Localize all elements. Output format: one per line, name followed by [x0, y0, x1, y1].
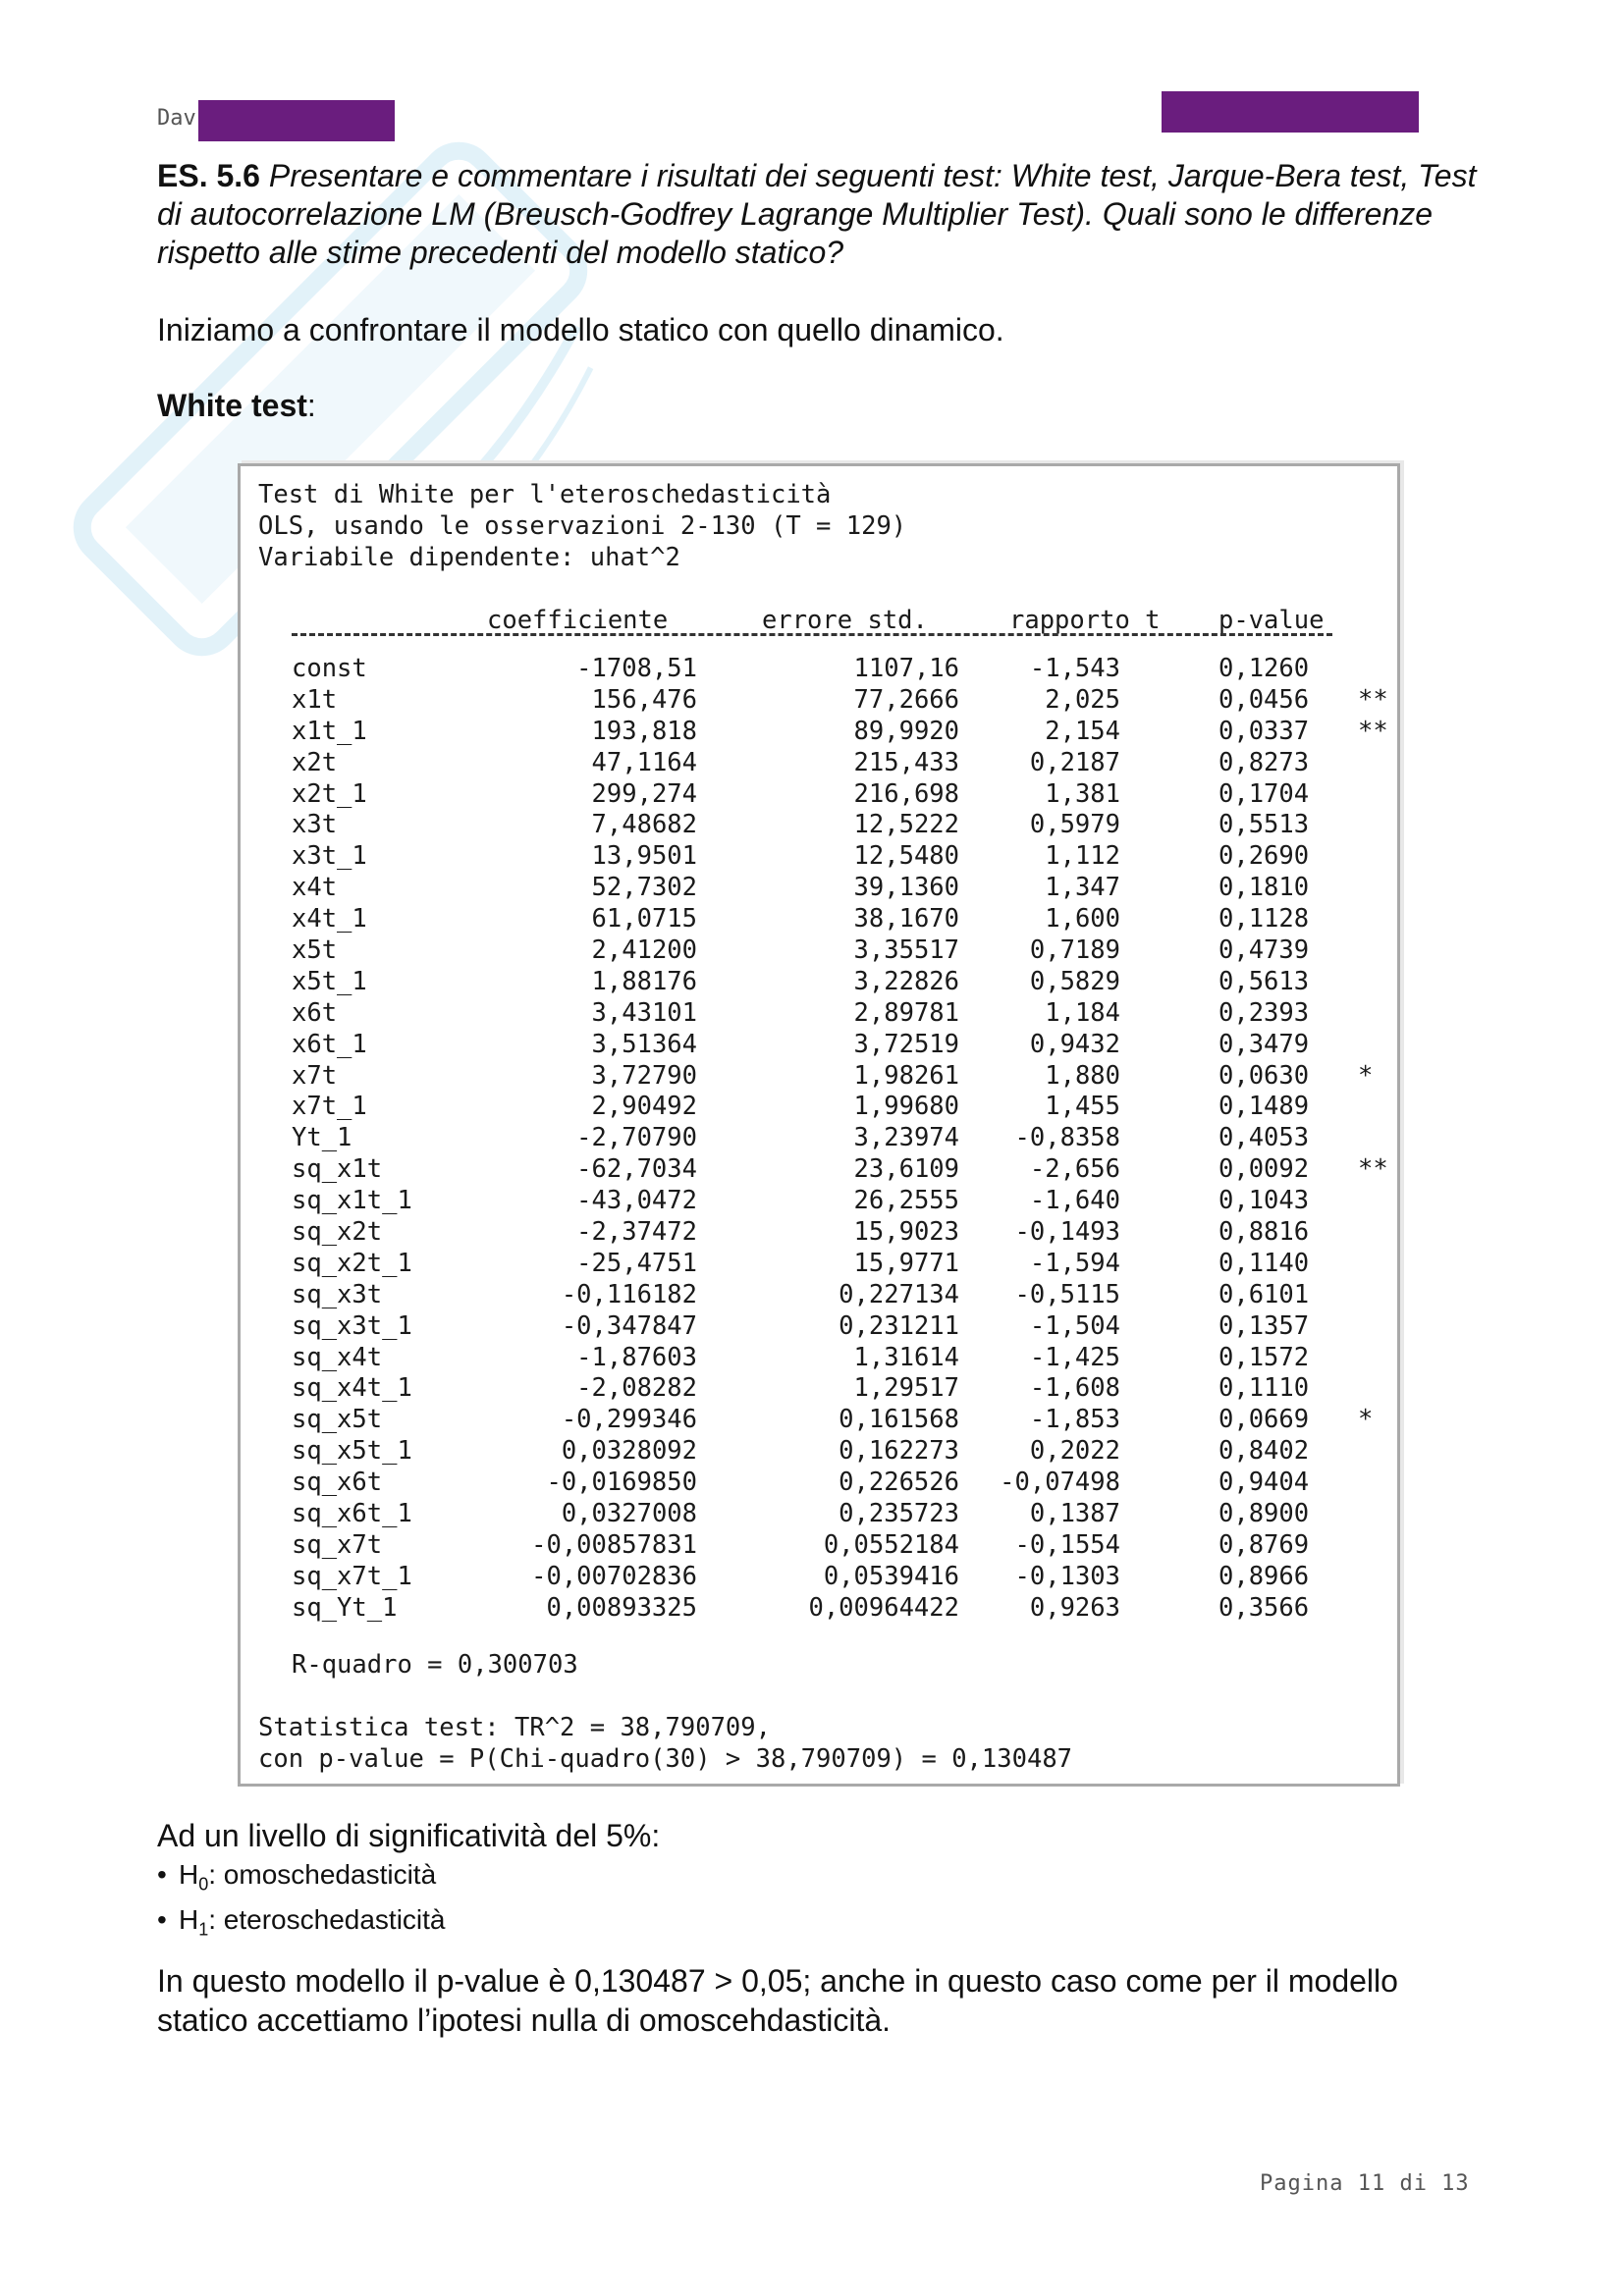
- t-ratio-value: -1,853: [1029, 1405, 1120, 1435]
- t-ratio-value: -0,1493: [1014, 1217, 1120, 1248]
- std-error-value: 15,9023: [853, 1217, 959, 1248]
- variable-name: sq_x5t: [292, 1405, 383, 1435]
- t-ratio-value: -1,608: [1029, 1373, 1120, 1404]
- p-value-cell: 0,8769: [1218, 1529, 1310, 1560]
- table-row: [241, 1061, 1397, 1093]
- t-ratio-value: 1,381: [1045, 778, 1120, 809]
- significance-stars: *: [1358, 1405, 1374, 1435]
- table-row: [241, 1154, 1397, 1186]
- coefficient-value: 3,51364: [591, 1029, 697, 1059]
- p-value-cell: 0,2393: [1218, 997, 1310, 1028]
- intro-paragraph: Iniziamo a confrontare il modello statico con quello dinamico.: [157, 312, 1004, 347]
- std-error-value: 0,0539416: [823, 1561, 959, 1591]
- variable-name: x1t: [292, 684, 338, 715]
- p-value-cell: 0,3566: [1218, 1592, 1310, 1623]
- t-ratio-value: -1,594: [1029, 1248, 1120, 1278]
- p-value-cell: 0,1357: [1218, 1310, 1310, 1341]
- table-row: [241, 1186, 1397, 1217]
- p-value-cell: 0,1110: [1218, 1373, 1310, 1404]
- variable-name: sq_Yt_1: [292, 1592, 398, 1623]
- variable-name: x6t: [292, 997, 338, 1028]
- test-statistic: Statistica test: TR^2 = 38,790709,: [258, 1713, 771, 1742]
- table-row: [241, 873, 1397, 904]
- std-error-value: 26,2555: [853, 1186, 959, 1216]
- table-row: [241, 1405, 1397, 1436]
- t-ratio-value: -1,425: [1029, 1342, 1120, 1372]
- p-value-cell: 0,8900: [1218, 1499, 1310, 1529]
- coefficient-value: -2,37472: [576, 1217, 697, 1248]
- p-value-cell: 0,8966: [1218, 1561, 1310, 1591]
- std-error-value: 3,22826: [853, 966, 959, 996]
- hypothesis-h0: • $H_0$: omoschedasticità: [157, 1857, 446, 1902]
- redaction-bar: [1162, 91, 1419, 133]
- t-ratio-value: 0,9263: [1029, 1592, 1120, 1623]
- table-row: [241, 1311, 1397, 1343]
- variable-name: x7t: [292, 1060, 338, 1091]
- p-value-cell: 0,0456: [1218, 684, 1310, 715]
- significance-stars: *: [1358, 1060, 1374, 1091]
- table-row: [241, 1092, 1397, 1123]
- coefficient-value: -1,87603: [576, 1342, 697, 1372]
- p-value-cell: 0,0092: [1218, 1154, 1310, 1185]
- p-value-cell: 0,1489: [1218, 1092, 1310, 1122]
- t-ratio-value: -1,543: [1029, 654, 1120, 683]
- table-row: [241, 1217, 1397, 1249]
- p-value-cell: 0,1140: [1218, 1248, 1310, 1278]
- coefficient-value: 299,274: [591, 778, 697, 809]
- t-ratio-value: -1,640: [1029, 1186, 1120, 1216]
- table-row: [241, 998, 1397, 1030]
- column-header: p-value: [1218, 606, 1325, 635]
- t-ratio-value: -0,1303: [1014, 1561, 1120, 1591]
- t-ratio-value: 0,1387: [1029, 1499, 1120, 1529]
- coefficient-value: 2,90492: [591, 1092, 697, 1122]
- coefficient-value: -43,0472: [576, 1186, 697, 1216]
- table-row: [241, 1593, 1397, 1625]
- coefficient-value: -0,0169850: [546, 1468, 697, 1498]
- p-value-cell: 0,2690: [1218, 841, 1310, 872]
- variable-name: x1t_1: [292, 716, 367, 746]
- std-error-value: 38,1670: [853, 904, 959, 934]
- table-row: [241, 1249, 1397, 1280]
- table-row: [241, 779, 1397, 811]
- variable-name: sq_x1t: [292, 1154, 383, 1185]
- coefficient-value: -0,116182: [561, 1279, 697, 1309]
- std-error-value: 15,9771: [853, 1248, 959, 1278]
- table-row: [241, 1280, 1397, 1311]
- table-row: [241, 841, 1397, 873]
- table-row: [241, 1436, 1397, 1468]
- p-value-cell: 0,6101: [1218, 1279, 1310, 1309]
- p-value-cell: 0,1572: [1218, 1342, 1310, 1372]
- std-error-value: 0,161568: [839, 1405, 959, 1435]
- column-header: coefficiente: [487, 606, 669, 635]
- t-ratio-value: 1,112: [1045, 841, 1120, 872]
- table-row: [241, 967, 1397, 998]
- variable-name: x5t: [292, 935, 338, 966]
- std-error-value: 89,9920: [853, 716, 959, 746]
- page-number: Pagina 11 di 13: [1260, 2171, 1470, 2196]
- t-ratio-value: 0,5829: [1029, 966, 1120, 996]
- hypothesis-h1: • $H_1$: eteroschedasticità: [157, 1902, 446, 1948]
- coefficient-value: -2,70790: [576, 1123, 697, 1153]
- std-error-value: 1,98261: [853, 1060, 959, 1091]
- p-value-cell: 0,4053: [1218, 1123, 1310, 1153]
- std-error-value: 0,226526: [839, 1468, 959, 1498]
- p-value-cell: 0,8402: [1218, 1436, 1310, 1467]
- variable-name: sq_x6t_1: [292, 1499, 412, 1529]
- std-error-value: 1,29517: [853, 1373, 959, 1404]
- hypotheses-list: [157, 1857, 446, 1947]
- gretl-output-screenshot: [238, 463, 1400, 1787]
- table-row: [241, 1530, 1397, 1562]
- std-error-value: 39,1360: [853, 873, 959, 903]
- variable-name: sq_x5t_1: [292, 1436, 412, 1467]
- t-ratio-value: 2,154: [1045, 716, 1120, 746]
- column-header: errore std.: [762, 606, 928, 635]
- variable-name: x6t_1: [292, 1029, 367, 1059]
- t-ratio-value: -0,1554: [1014, 1529, 1120, 1560]
- std-error-value: 0,0552184: [823, 1529, 959, 1560]
- section-title: White test: [157, 388, 307, 423]
- coefficient-value: 52,7302: [591, 873, 697, 903]
- table-row: [241, 1343, 1397, 1374]
- p-value-cell: 0,0630: [1218, 1060, 1310, 1091]
- table-row: [241, 810, 1397, 841]
- table-row: [241, 1499, 1397, 1530]
- table-row: [241, 717, 1397, 748]
- p-value-cell: 0,0669: [1218, 1405, 1310, 1435]
- significance-stars: **: [1358, 716, 1388, 746]
- variable-name: sq_x3t: [292, 1279, 383, 1309]
- t-ratio-value: 1,184: [1045, 997, 1120, 1028]
- t-ratio-value: 1,455: [1045, 1092, 1120, 1122]
- variable-name: sq_x1t_1: [292, 1186, 412, 1216]
- coefficient-value: 193,818: [591, 716, 697, 746]
- significance-level: Ad un livello di significatività del 5%:: [157, 1818, 661, 1853]
- std-error-value: 215,433: [853, 747, 959, 777]
- test-title: Test di White per l'eteroschedasticità: [258, 480, 832, 509]
- t-ratio-value: -0,8358: [1014, 1123, 1120, 1153]
- t-ratio-value: 1,880: [1045, 1060, 1120, 1091]
- t-ratio-value: 1,347: [1045, 873, 1120, 903]
- p-value-cell: 0,1260: [1218, 654, 1310, 683]
- coefficient-value: 2,41200: [591, 935, 697, 966]
- table-row: [241, 904, 1397, 935]
- coefficient-value: 3,43101: [591, 997, 697, 1028]
- coefficient-value: 47,1164: [591, 747, 697, 777]
- coefficient-value: 156,476: [591, 684, 697, 715]
- variable-name: x3t: [292, 810, 338, 840]
- p-value-cell: 0,0337: [1218, 716, 1310, 746]
- coefficient-value: -0,00702836: [531, 1561, 697, 1591]
- p-value-cell: 0,1128: [1218, 904, 1310, 934]
- p-value-cell: 0,8816: [1218, 1217, 1310, 1248]
- table-row: [241, 1373, 1397, 1405]
- table-row: [241, 1562, 1397, 1593]
- coefficient-value: 0,0328092: [561, 1436, 697, 1467]
- p-value-cell: 0,9404: [1218, 1468, 1310, 1498]
- exercise-number: ES. 5.6: [157, 158, 260, 193]
- variable-name: x4t: [292, 873, 338, 903]
- p-value-cell: 0,3479: [1218, 1029, 1310, 1059]
- std-error-value: 0,227134: [839, 1279, 959, 1309]
- std-error-value: 1,31614: [853, 1342, 959, 1372]
- variable-name: x4t_1: [292, 904, 367, 934]
- variable-name: sq_x4t: [292, 1342, 383, 1372]
- coefficient-value: 7,48682: [591, 810, 697, 840]
- t-ratio-value: -0,5115: [1014, 1279, 1120, 1309]
- std-error-value: 3,72519: [853, 1029, 959, 1059]
- variable-name: sq_x2t: [292, 1217, 383, 1248]
- t-ratio-value: 0,2187: [1029, 747, 1120, 777]
- variable-name: sq_x3t_1: [292, 1310, 412, 1341]
- exercise-question-text: Presentare e commentare i risultati dei seguenti test: White test, Jarque-Bera test, Test di autocorrelazione LM (Breusch-Godfrey Lagrange Multiplier Test). Quali sono le differenze rispetto alle stime precedenti del modello statico?: [157, 158, 1477, 270]
- table-row: [241, 1030, 1397, 1061]
- p-value-cell: 0,5613: [1218, 966, 1310, 996]
- coefficient-value: -25,4751: [576, 1248, 697, 1278]
- significance-stars: **: [1358, 684, 1388, 715]
- std-error-value: 2,89781: [853, 997, 959, 1028]
- t-ratio-value: 0,5979: [1029, 810, 1120, 840]
- std-error-value: 216,698: [853, 778, 959, 809]
- p-value-cell: 0,4739: [1218, 935, 1310, 966]
- variable-name: sq_x7t: [292, 1529, 383, 1560]
- coefficient-value: 0,00893325: [546, 1592, 697, 1623]
- table-divider: [292, 633, 1332, 636]
- variable-name: sq_x4t_1: [292, 1373, 412, 1404]
- p-value-cell: 0,1810: [1218, 873, 1310, 903]
- variable-name: const: [292, 654, 367, 683]
- exercise-question: [157, 157, 1492, 272]
- coefficient-value: -0,347847: [561, 1310, 697, 1341]
- table-row: [241, 685, 1397, 717]
- t-ratio-value: 2,025: [1045, 684, 1120, 715]
- p-value-cell: 0,1704: [1218, 778, 1310, 809]
- variable-name: x3t_1: [292, 841, 367, 872]
- coefficient-value: -2,08282: [576, 1373, 697, 1404]
- std-error-value: 0,162273: [839, 1436, 959, 1467]
- coefficient-value: 13,9501: [591, 841, 697, 872]
- std-error-value: 0,231211: [839, 1310, 959, 1341]
- variable-name: sq_x7t_1: [292, 1561, 412, 1591]
- coefficient-value: -0,00857831: [531, 1529, 697, 1560]
- coefficient-value: 61,0715: [591, 904, 697, 934]
- std-error-value: 23,6109: [853, 1154, 959, 1185]
- std-error-value: 3,23974: [853, 1123, 959, 1153]
- std-error-value: 3,35517: [853, 935, 959, 966]
- estimation-method: OLS, usando le osservazioni 2-130 (T = 129): [258, 511, 907, 541]
- variable-name: sq_x2t_1: [292, 1248, 412, 1278]
- std-error-value: 12,5480: [853, 841, 959, 872]
- section-colon: :: [306, 388, 316, 423]
- author-name: Dav: [157, 106, 196, 131]
- table-row: [241, 1123, 1397, 1154]
- coefficient-value: 1,88176: [591, 966, 697, 996]
- test-p-value: con p-value = P(Chi-quadro(30) > 38,790709) = 0,130487: [258, 1744, 1073, 1774]
- r-squared: R-quadro = 0,300703: [292, 1650, 578, 1680]
- dependent-variable: Variabile dipendente: uhat^2: [258, 543, 680, 572]
- std-error-value: 12,5222: [853, 810, 959, 840]
- conclusion-paragraph: In questo modello il p-value è 0,130487 > 0,05; anche in questo caso come per il modello statico accettiamo l’ipotesi nulla di omoscehdasticità.: [157, 1963, 1398, 2038]
- p-value-cell: 0,5513: [1218, 810, 1310, 840]
- variable-name: x2t_1: [292, 778, 367, 809]
- t-ratio-value: 0,9432: [1029, 1029, 1120, 1059]
- variable-name: Yt_1: [292, 1123, 352, 1153]
- redaction-bar: [198, 100, 395, 141]
- table-row: [241, 654, 1397, 685]
- variable-name: sq_x6t: [292, 1468, 383, 1498]
- coefficient-value: -62,7034: [576, 1154, 697, 1185]
- coefficient-value: 3,72790: [591, 1060, 697, 1091]
- std-error-value: 0,00964422: [808, 1592, 959, 1623]
- significance-stars: **: [1358, 1154, 1388, 1185]
- std-error-value: 1,99680: [853, 1092, 959, 1122]
- t-ratio-value: 0,7189: [1029, 935, 1120, 966]
- variable-name: x2t: [292, 747, 338, 777]
- coefficient-value: -0,299346: [561, 1405, 697, 1435]
- std-error-value: 77,2666: [853, 684, 959, 715]
- coefficient-table: [241, 654, 1397, 1625]
- t-ratio-value: -2,656: [1029, 1154, 1120, 1185]
- table-row: [241, 935, 1397, 967]
- p-value-cell: 0,8273: [1218, 747, 1310, 777]
- p-value-cell: 0,1043: [1218, 1186, 1310, 1216]
- t-ratio-value: -0,07498: [1000, 1468, 1120, 1498]
- table-row: [241, 748, 1397, 779]
- std-error-value: 1107,16: [853, 654, 959, 683]
- std-error-value: 0,235723: [839, 1499, 959, 1529]
- variable-name: x7t_1: [292, 1092, 367, 1122]
- t-ratio-value: 1,600: [1045, 904, 1120, 934]
- t-ratio-value: 0,2022: [1029, 1436, 1120, 1467]
- table-row: [241, 1468, 1397, 1499]
- variable-name: x5t_1: [292, 966, 367, 996]
- section-heading: [157, 388, 316, 424]
- coefficient-value: -1708,51: [576, 654, 697, 683]
- coefficient-value: 0,0327008: [561, 1499, 697, 1529]
- t-ratio-value: -1,504: [1029, 1310, 1120, 1341]
- column-header: rapporto t: [1009, 606, 1161, 635]
